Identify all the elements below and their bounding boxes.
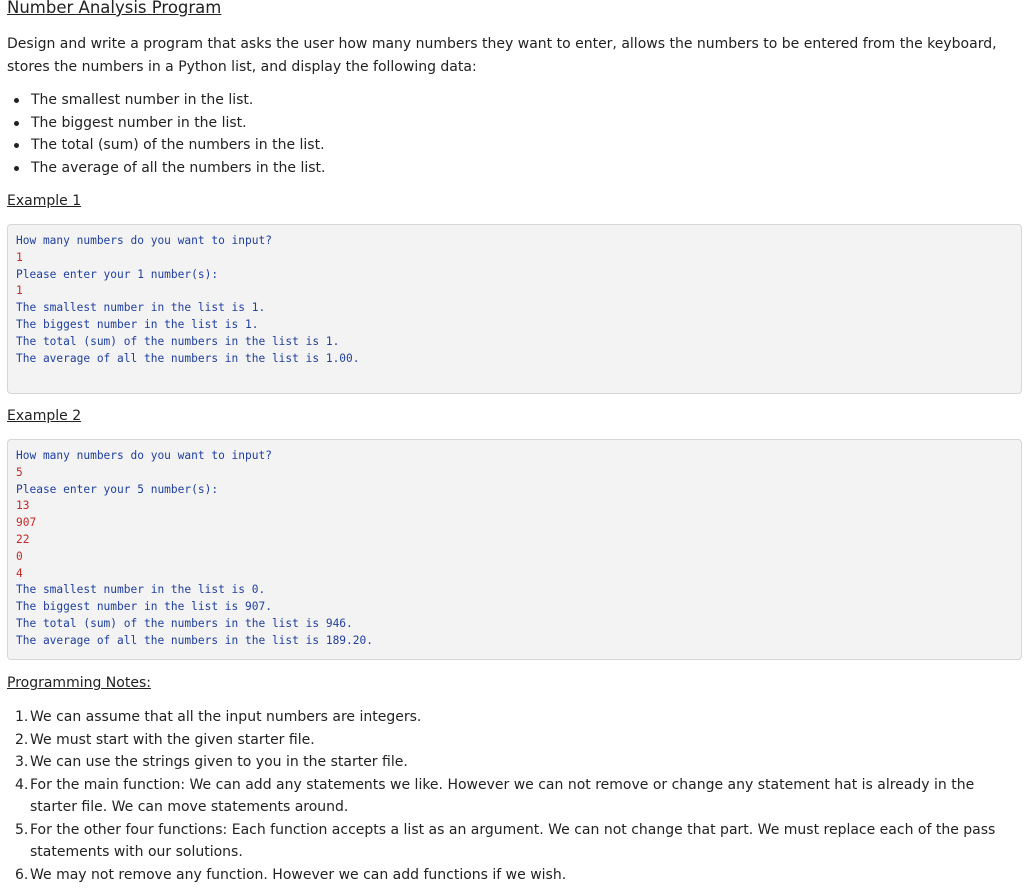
code-line: 4	[16, 566, 23, 580]
example2-code-block	[7, 439, 1022, 660]
list-item: The smallest number in the list.	[0, 89, 325, 112]
code-line: The biggest number in the list is 1.	[16, 317, 259, 331]
list-item: The average of all the numbers in the list.	[0, 157, 325, 180]
example1-code-block	[7, 224, 1022, 394]
note-text: We can assume that all the input numbers are integers.	[30, 709, 422, 725]
code-line: Please enter your 1 number(s):	[16, 267, 219, 281]
code-line: The smallest number in the list is 0.	[16, 583, 266, 597]
code-line: The total (sum) of the numbers in the list is 1.	[16, 334, 340, 348]
code-line: 13	[16, 499, 30, 513]
notes-list	[0, 706, 1010, 886]
list-item: 4. For the main function: We can add any statements we like. However we can not remove or change any statement hat is already in the starter file. We can move statements around.	[15, 776, 975, 815]
code-line: 907	[16, 516, 37, 530]
list-item: 5. For the other four functions: Each function accepts a list as an argument. We can not change that part. We must replace each of the pass statements with our solutions.	[15, 821, 996, 860]
code-line: How many numbers do you want to input?	[16, 234, 272, 247]
code-line: How many numbers do you want to input?	[16, 449, 272, 462]
code-line: The average of all the numbers in the list is 189.20.	[16, 633, 373, 647]
code-line: The smallest number in the list is 1.	[16, 301, 266, 315]
note-text: We may not remove any function. However we can add functions if we wish.	[30, 866, 567, 883]
note-text: For the main function: We can add any statements we like. However we can not remove or change any statement hat is already in the starter file. We can move statements around.	[30, 776, 975, 815]
code-line: The biggest number in the list is 907.	[16, 600, 272, 614]
code-line: The average of all the numbers in the list is 1.00.	[16, 351, 360, 365]
code-line: 5	[16, 465, 23, 479]
code-line: 1	[16, 250, 23, 264]
example2-heading: Example 2	[7, 408, 82, 424]
code-line: 22	[16, 532, 30, 546]
list-item: 6. We may not remove any function. However we can add functions if we wish.	[15, 866, 567, 883]
note-text: We must start with the given starter file.	[30, 731, 315, 748]
example1-heading: Example 1	[7, 193, 82, 209]
notes-heading: Programming Notes:	[7, 675, 151, 691]
page-title: Number Analysis Program	[7, 0, 222, 17]
code-line: Please enter your 5 number(s):	[16, 482, 219, 496]
code-line: 0	[16, 549, 23, 563]
list-item: The total (sum) of the numbers in the list.	[0, 134, 325, 157]
list-item: The biggest number in the list.	[0, 112, 325, 135]
list-item: 1. We can assume that all the input numbers are integers.	[15, 709, 422, 725]
requirements-list	[0, 89, 325, 179]
code-line: 1	[16, 284, 23, 298]
code-line: The total (sum) of the numbers in the list is 946.	[16, 616, 353, 630]
list-item: 3. We can use the strings given to you in the starter file.	[15, 754, 408, 770]
list-item: 2. We must start with the given starter file.	[15, 731, 315, 748]
note-text: We can use the strings given to you in the starter file.	[30, 754, 408, 770]
intro-paragraph: Design and write a program that asks the user how many numbers they want to enter, allows the numbers to be entered from the keyboard, stores the numbers in a Python list, and display the following data:	[7, 36, 997, 75]
note-text: For the other four functions: Each function accepts a list as an argument. We can not change that part. We must replace each of the pass statements with our solutions.	[30, 821, 996, 860]
